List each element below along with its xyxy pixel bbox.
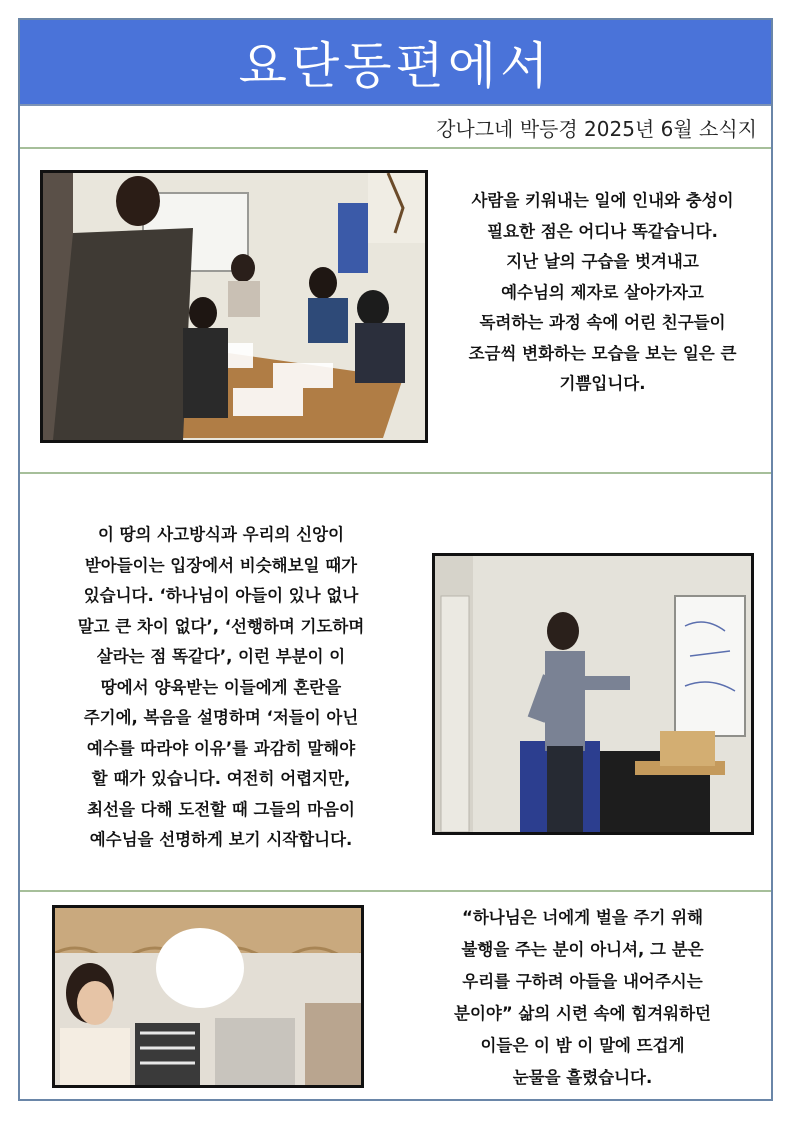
teacher-photo bbox=[432, 553, 754, 835]
paragraph-line: 분이야” 삶의 시련 속에 힘겨워하던 bbox=[454, 1004, 711, 1023]
paragraph-line: 사람을 키워내는 일에 인내와 충성이 bbox=[471, 191, 734, 210]
paragraph-line: 살라는 점 똑같다’, 이런 부분이 이 bbox=[96, 647, 346, 666]
paragraph-line: 우리를 구하려 아들을 내어주시는 bbox=[462, 972, 703, 991]
group-selfie-photo bbox=[52, 905, 364, 1088]
teacher-photo-illustration bbox=[435, 556, 751, 832]
paragraph-line: 받아들이는 입장에서 비슷해보일 때가 bbox=[84, 555, 358, 575]
paragraph-line: “하나님은 너에게 벌을 주기 위해 bbox=[461, 908, 704, 927]
paragraph-line: 예수님의 제자로 살아가자고 bbox=[501, 282, 704, 302]
subtitle-bar bbox=[20, 108, 771, 149]
classroom-photo-illustration bbox=[43, 173, 425, 440]
section3-text bbox=[410, 902, 755, 1094]
section2-text bbox=[26, 520, 416, 856]
paragraph-line: 기쁨입니다. bbox=[559, 374, 646, 393]
paragraph-line: 독려하는 과정 속에 어린 친구들이 bbox=[479, 313, 726, 332]
paragraph-line: 예수를 따라야 이유’를 과감히 말해야 bbox=[86, 738, 356, 758]
section-divider bbox=[20, 890, 771, 892]
paragraph-line: 눈물을 흘렸습니다. bbox=[512, 1068, 653, 1087]
paragraph-line: 예수님을 선명하게 보기 시작합니다. bbox=[89, 830, 353, 849]
paragraph-line: 할 때가 있습니다. 여전히 어렵지만, bbox=[91, 769, 351, 788]
paragraph-line: 있습니다. ‘하나님이 아들이 있나 없나 bbox=[83, 586, 359, 605]
paragraph-line: 이 땅의 사고방식과 우리의 신앙이 bbox=[97, 525, 345, 544]
title-banner bbox=[20, 20, 771, 106]
section-divider bbox=[20, 472, 771, 474]
paragraph-line: 최선을 다해 도전할 때 그들의 마음이 bbox=[87, 799, 355, 819]
classroom-photo bbox=[40, 170, 428, 443]
paragraph-line: 불행을 주는 분이 아니셔, 그 분은 bbox=[461, 940, 704, 959]
section1-text bbox=[430, 186, 775, 400]
paragraph-line: 조금씩 변화하는 모습을 보는 일은 큰 bbox=[468, 343, 737, 363]
page-title: 요단동편에서 bbox=[238, 37, 553, 95]
paragraph-line: 주기에, 복음을 설명하며 ‘저들이 아닌 bbox=[83, 708, 359, 727]
paragraph-line: 말고 큰 차이 없다’, ‘선행하며 기도하며 bbox=[77, 616, 365, 636]
group-selfie-illustration bbox=[55, 908, 361, 1085]
paragraph-line: 땅에서 양육받는 이들에게 혼란을 bbox=[100, 677, 342, 697]
paragraph-line: 이들은 이 밤 이 말에 뜨겁게 bbox=[480, 1036, 685, 1055]
paragraph-line: 필요한 점은 어디나 똑같습니다. bbox=[487, 221, 718, 241]
paragraph-line: 지난 날의 구습을 벗겨내고 bbox=[506, 252, 699, 271]
newsletter-subtitle: 강나그네 박등경 2025년 6월 소식지 bbox=[436, 117, 757, 141]
